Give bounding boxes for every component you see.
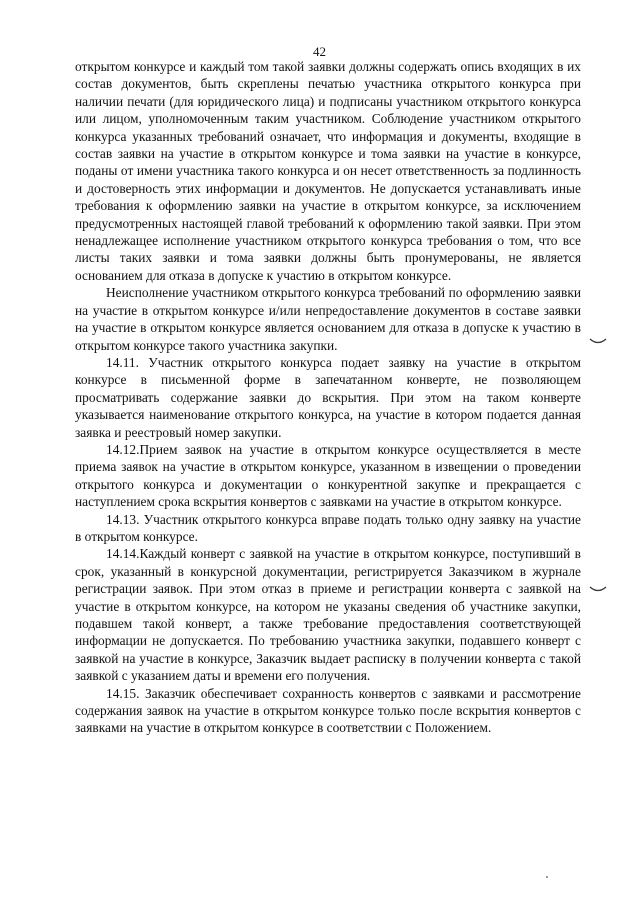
paragraph-14-11: 14.11. Участник открытого конкурса подает заявку на участие в открытом конкурсе в письменной форме в запечатанном конверте, не позволяющем просматривать содержание заявки до вскрытия. При этом на таком конверте указывается наименование открытого конкурса, на участие в котором подается данная заявка и реестровый номер закупки. [75,354,581,440]
paragraph-14-15: 14.15. Заказчик обеспечивает сохранность конвертов с заявками и рассмотрение содержания заявок на участие в открытом конкурсе только после вскрытия конвертов с заявками на участие в открытом конкурсе в соответствии с Положением. [75,685,581,736]
scan-speck [546,876,548,878]
paragraph-nonfulfillment: Неисполнение участником открытого конкурса требований по оформлению заявки на участие в открытом конкурсе и/или непредоставление документов в составе заявки на участие в открытом конкурсе является основанием для отказа в допуске к участию в открытом конкурсе такого участника закупки. [75,285,581,353]
margin-mark-icon [589,337,607,345]
paragraph-14-14: 14.14.Каждый конверт с заявкой на участие в открытом конкурсе, поступивший в срок, указанный в конкурсной документации, регистрируется Заказчиком в журнале регистрации заявок. При этом отказ в приеме и регистрации конверта с заявкой на участие в открытом конкурсе, на котором не указаны сведения об участнике закупки, подавшем такой конверт, а также требование предоставления соответствующей информации не допускается. По требованию участника закупки, подавшего конверт с заявкой на участие в конкурсе, Заказчик выдает расписку в получении конверта с такой заявкой с указанием даты и времени его получения. [75,546,581,684]
paragraph-14-13: 14.13. Участник открытого конкурса вправе подать только одну заявку на участие в открытом конкурсе. [75,511,581,544]
page-number: 42 [313,44,326,59]
margin-mark-icon [589,585,607,593]
paragraph-continuation: открытом конкурсе и каждый том такой заявки должны содержать опись входящих в их состав документов, быть скреплены печатью участника открытого конкурса при наличии печати (для юридического лица) и подписаны участником открытого конкурса или лицом, уполномоченным таким участником. Соблюдение участником открытого конкурса указанных требований означает, что информация и документы, входящие в состав заявки на участие в открытом конкурсе и тома заявки на участие в конкурсе, поданы от имени участника такого конкурса и он несет ответственность за подлинность и достоверность этих информации и документов. Не допускается устанавливать иные требования к оформлению заявки на участие в открытом конкурсе, за исключением предусмотренных настоящей главой требований к оформлению такой заявки. При этом ненадлежащее исполнение участником открытого конкурса требования о том, что все листы таких заявки и тома заявки должны быть пронумерованы, не является основанием для отказа в допуске к участию в открытом конкурсе. [75,59,581,283]
paragraph-14-12: 14.12.Прием заявок на участие в открытом конкурсе осуществляется в месте приема заявок на участие в открытом конкурсе, указанном в извещении о проведении открытого конкурса и документации о конкурентной закупке и прекращается с наступлением срока вскрытия конвертов с заявками на участие в открытом конкурсе. [75,441,581,510]
page-body [75,58,581,737]
